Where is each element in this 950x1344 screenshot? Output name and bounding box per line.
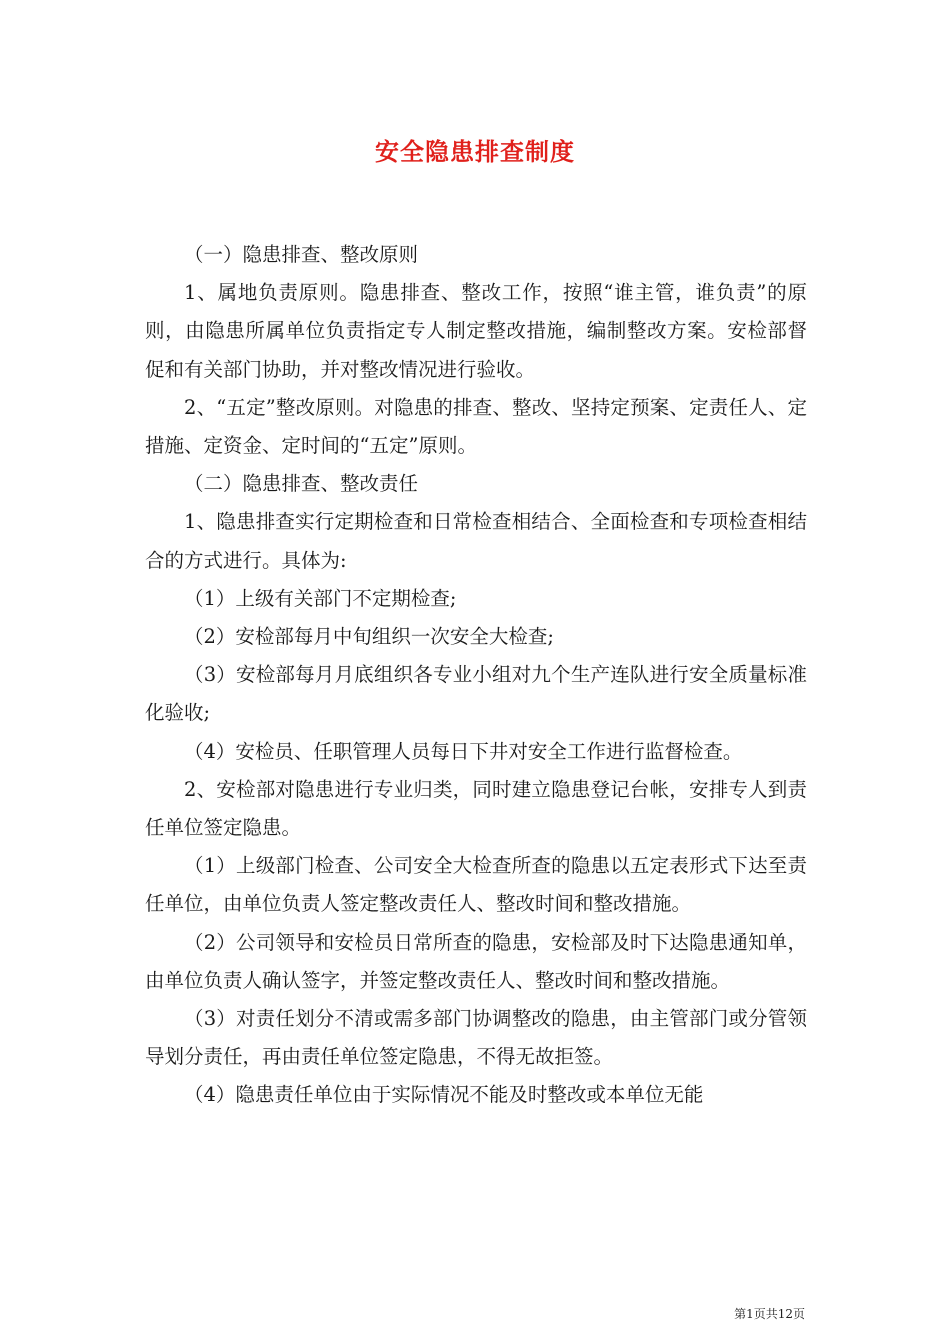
- list-item: （2）公司领导和安检员日常所查的隐患，安检部及时下达隐患通知单，由单位负责人确认签字，并签定整改责任人、整改时间和整改措施。: [145, 930, 807, 992]
- paragraph: 2、安检部对隐患进行专业归类，同时建立隐患登记台帐，安排专人到责任单位签定隐患。: [145, 777, 807, 840]
- list-item: （3）安检部每月月底组织各专业小组对九个生产连队进行安全质量标准化验收;: [145, 663, 807, 725]
- section-heading-responsibility: （二）隐患排查、整改责任: [184, 472, 419, 496]
- paragraph: 1、属地负责原则。隐患排查、整改工作，按照“谁主管，谁负责”的原则，由隐患所属单位负责指定专人制定整改措施，编制整改方案。安检部督促和有关部门协助，并对整改情况进行验收。: [145, 281, 807, 381]
- paragraph: 2、“五定”整改原则。对隐患的排查、整改、坚持定预案、定责任人、定措施、定资金、定时间的“五定”原则。: [145, 395, 807, 458]
- list-item: （2）安检部每月中旬组织一次安全大检查;: [184, 625, 554, 649]
- paragraph: 1、隐患排查实行定期检查和日常检查相结合、全面检查和专项检查相结合的方式进行。具体为:: [145, 510, 807, 572]
- list-item: （1）上级有关部门不定期检查;: [184, 586, 457, 610]
- list-item: （1）上级部门检查、公司安全大检查所查的隐患以五定表形式下达至责任单位，由单位负责人签定整改责任人、整改时间和整改措施。: [145, 854, 807, 916]
- section-heading-principles: （一）隐患排查、整改原则: [184, 243, 419, 266]
- list-item: （4）隐患责任单位由于实际情况不能及时整改或本单位无能: [184, 1083, 704, 1107]
- list-item: （3）对责任划分不清或需多部门协调整改的隐患，由主管部门或分管领导划分责任，再由责任单位签定隐患，不得无故拒签。: [145, 1007, 807, 1069]
- page-number: 第1页共12页: [734, 1307, 805, 1321]
- document-title: 安全隐患排查制度: [375, 138, 575, 166]
- document-body: [145, 236, 807, 1115]
- list-item: （4）安检员、任职管理人员每日下井对安全工作进行监督检查。: [184, 739, 743, 763]
